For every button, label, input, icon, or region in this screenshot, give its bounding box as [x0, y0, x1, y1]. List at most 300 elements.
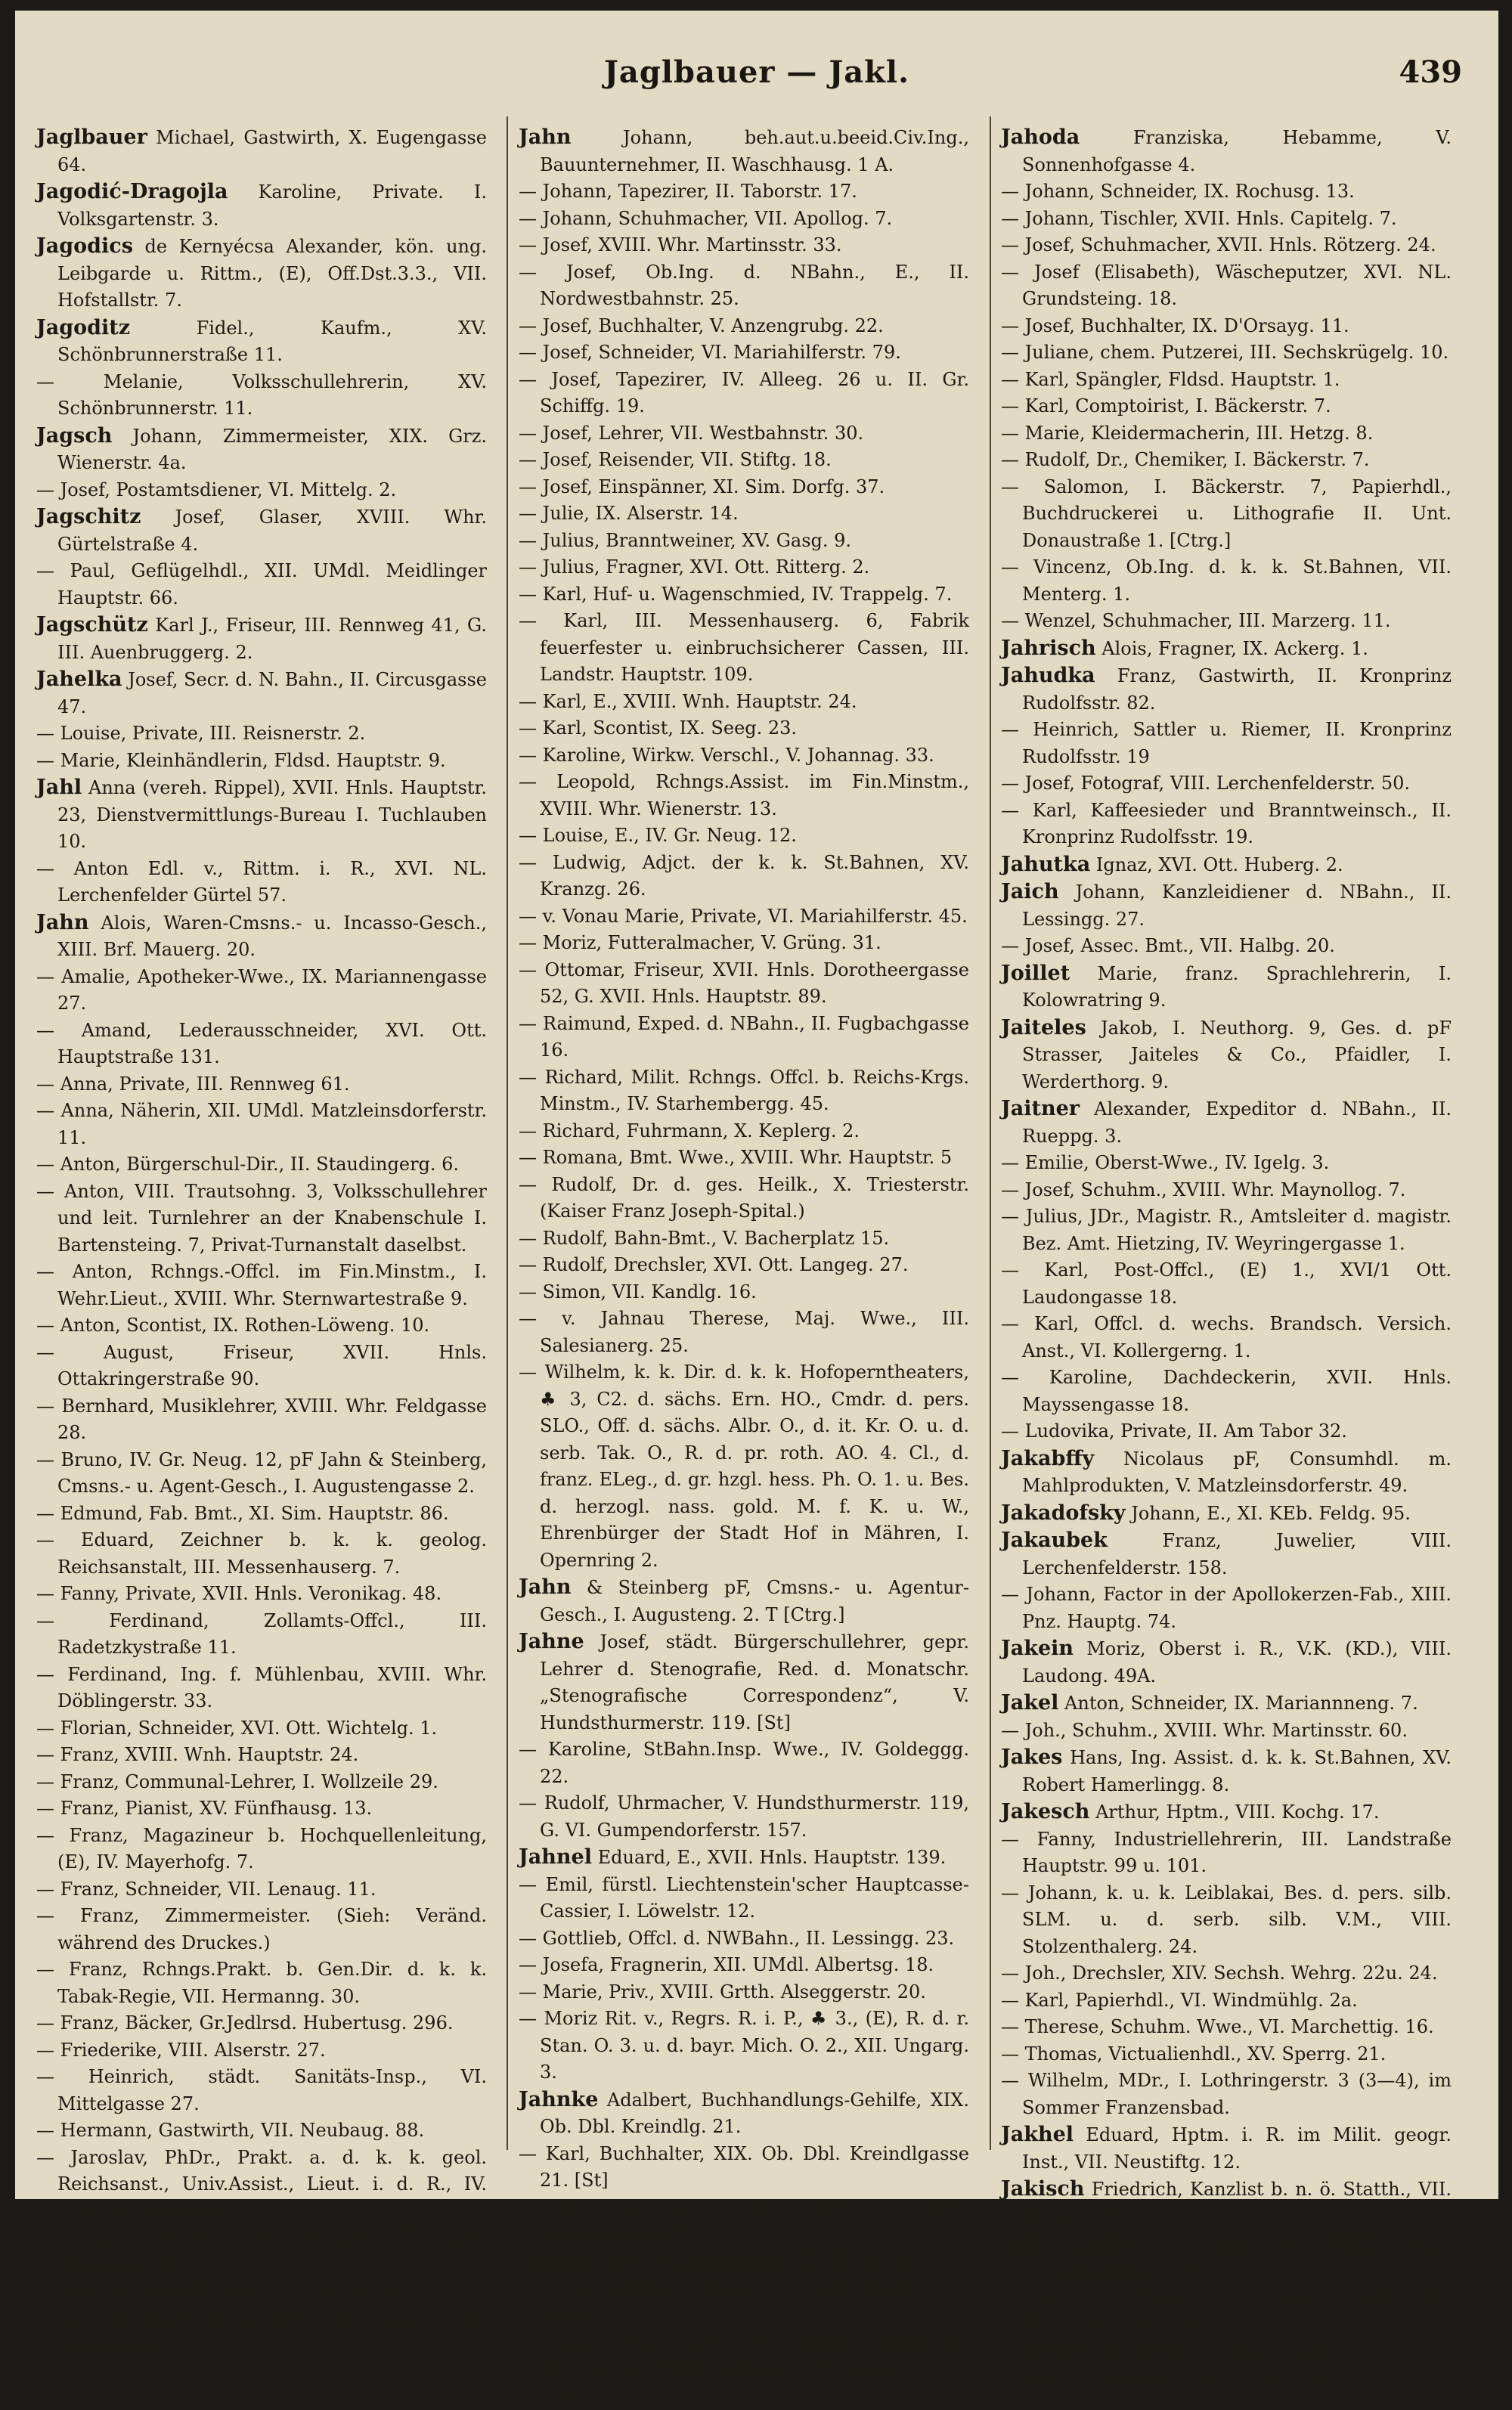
entry-surname: Jakadofsky [1001, 1501, 1126, 1525]
entry-text: Alois, Fragner, IX. Ackerg. 1. [1095, 637, 1368, 659]
directory-entry [1001, 1690, 1452, 1718]
directory-entry [36, 774, 487, 856]
entry-text: — Julius, Fragner, XVI. Ott. Ritterg. 2. [519, 556, 870, 578]
entry-text: — Joh., Drechsler, XIV. Sechsh. Wehrg. 22u. 24. [1001, 1962, 1438, 1984]
directory-entry [1001, 1418, 1452, 1445]
entry-surname: Jahl [36, 776, 82, 799]
directory-entry [36, 1340, 487, 1393]
directory-entry [519, 500, 969, 528]
directory-entry [519, 339, 969, 367]
entry-text: — Josef, Schuhm., XVIII. Whr. Maynollog. 7. [1001, 1179, 1406, 1200]
entry-text: Adalbert, Buchhandlungs-Gehilfe, XIX. Ob. Dbl. Kreindlg. 21. [540, 2089, 969, 2137]
directory-entry [519, 2086, 969, 2141]
entry-text: — Johann, Schneider, IX. Rochusg. 13. [1001, 181, 1355, 202]
directory-entry [36, 233, 487, 314]
directory-entry [519, 1279, 969, 1306]
entry-text: — Karl, III. Messenhauserg. 6, Fabrik feuerfester u. einbruchsicherer Cassen, III. Landstr. Hauptstr. 109. [519, 610, 969, 685]
directory-entry [519, 689, 969, 716]
entry-surname: Jaitner [1001, 1097, 1080, 1120]
entry-text: — Juliane, chem. Putzerei, III. Sechskrügelg. 10. [1001, 342, 1449, 363]
directory-entry [1001, 1798, 1452, 1826]
entry-text: — Karl, Buchhalter, XIX. Ob. Dbl. Kreindlgasse 21. [St] [519, 2142, 969, 2191]
entry-text: — Franz, Bäcker, Gr.Jedlrsd. Hubertusg. 296. [36, 2012, 454, 2034]
directory-entry [519, 581, 969, 609]
entry-surname: Jahnke [519, 2087, 599, 2111]
directory-entry [519, 1844, 969, 1872]
entry-text: — Josef, Tapezirer, IV. Alleeg. 26 u. II. Gr. Schiffg. 19. [519, 368, 969, 417]
directory-entry [36, 1876, 487, 1904]
entry-text: — Therese, Schuhm. Wwe., VI. Marchettig. 16. [1001, 2016, 1434, 2037]
entry-text: — Josef, Buchhalter, V. Anzengrubg. 22. [519, 314, 884, 336]
entry-text: — Ferdinand, Zollamts-Offcl., III. Radetzkystraße 11. [36, 1609, 487, 1658]
directory-entry [36, 314, 487, 369]
running-head: Jaglbauer — Jakl. [603, 54, 910, 90]
directory-entry [519, 2006, 969, 2086]
entry-text: — Johann, Schneider, II. Am Tabor 8. [1001, 2340, 1342, 2362]
entry-text: — Fanny, Industriellehrerin, III. Landstraße Hauptstr. 99 u. 101. [1001, 1828, 1452, 1876]
directory-entry [519, 178, 969, 206]
entry-text: Jakob, I. Neuthorg. 9, Ges. d. pF Strasser, Jaiteles & Co., Pfaidler, I. Werderthorg. 9. [1022, 1017, 1452, 1092]
entry-surname: Jaglbauer [36, 125, 147, 149]
entry-text: — Johann, Bau-R. d. Wiener Stadtbauamtes, IV. Mayerhofg. 7. [36, 2307, 487, 2356]
entry-text: — Karoline, StBahn.Insp. Wwe., IV. Goldeggg. 22. [519, 1739, 969, 1787]
directory-entry [1001, 635, 1452, 663]
directory-entry [36, 124, 487, 178]
directory-entry [519, 554, 969, 581]
directory-entry [36, 1795, 487, 1823]
entry-text: — Paul, Geflügelhdl., XII. UMdl. Meidlinger Hauptstr. 66. [36, 560, 487, 609]
directory-entry [1001, 798, 1452, 851]
directory-entry [1001, 2121, 1452, 2176]
directory-entry [1001, 1826, 1452, 1880]
entry-surname: Jaiteles [1001, 1015, 1086, 1039]
entry-text: — Johann, Tapezirer, II. Taborstr. 17. [519, 181, 857, 202]
directory-entry [36, 477, 487, 504]
directory-entry [36, 909, 487, 964]
entry-text: — Simon, VII. Kandlg. 16. [519, 1281, 757, 1303]
directory-entry [36, 1501, 487, 1528]
entry-surname: Jakabffy [1001, 1446, 1095, 1470]
directory-entry [36, 2037, 487, 2065]
entry-text: Alexander, Expeditor d. NBahn., II. Rueppg. 3. [1022, 1098, 1452, 1147]
entry-text: — Franz, Pianist, XV. Fünfhausg. 13. [36, 1798, 373, 1819]
entry-text: — v. Jahnau Therese, Maj. Wwe., III. Salesianerg. 25. [519, 1308, 969, 1356]
entry-text: Ignaz, XVI. Ott. Huberg. 2. [1090, 853, 1343, 875]
directory-entry [1001, 608, 1452, 635]
directory-entry [1001, 2068, 1452, 2121]
entry-text: Johann, Kanzleidiener d. NBahn., II. Lessingg. 27. [1022, 881, 1452, 930]
entry-text: Alois, Schuhmacher, III. Hörnesg. 3. [597, 2250, 937, 2272]
entry-text: — Edmund, Fab. Bmt., XI. Sim. Hauptstr. 86. [36, 1502, 449, 1524]
directory-entry [519, 1064, 969, 1118]
entry-text: — Constantin, Post-Dir.-Haupt-Cassier, I. Gonzagag. 9. [519, 2278, 969, 2326]
directory-entry [36, 1742, 487, 1769]
directory-entry [1001, 1718, 1452, 1745]
entry-text: — Raimund, Exped. d. NBahn., II. Fugbachgasse 16. [519, 1012, 969, 1061]
entry-text: — Franz, Magazineur b. Hochquellenleitung, (E), IV. Mayerhofg. 7. [36, 1824, 487, 1873]
directory-entry [36, 666, 487, 720]
entry-text: — Marie, Kleinhändlerin, Fldsd. Hauptstr. 9. [36, 749, 446, 771]
directory-entry [36, 1903, 487, 1956]
directory-entry [1001, 1203, 1452, 1257]
entry-text: Eduard, E., XVII. Hnls. Hauptstr. 139. [591, 1847, 947, 1868]
directory-entry [1001, 717, 1452, 770]
directory-entry [519, 1118, 969, 1145]
directory-entry [1001, 1014, 1452, 1096]
entry-text: — Bruno, IV. Gr. Neug. 12, pF Jahn & Steinberg, Cmsns.- u. Agent-Gesch., I. Augustengasse 2. [36, 1448, 487, 1497]
directory-entry [36, 2278, 487, 2306]
directory-entry [36, 2064, 487, 2117]
entry-text: — Heinrich, Sattler u. Riemer, II. Kronprinz Rudolfsstr. 19 [1001, 719, 1452, 767]
directory-entry [36, 423, 487, 477]
entry-surname: Jahrisch [1001, 636, 1096, 660]
directory-entry [1001, 1500, 1452, 1528]
directory-entry [519, 1011, 969, 1064]
directory-entry [519, 1145, 969, 1172]
entry-text: — Friederike, VIII. Alserstr. 27. [36, 2039, 326, 2061]
entry-text: Michael, Gastwirth, X. Eugengasse 64. [57, 127, 487, 175]
entry-text: — August, Friseur, XVII. Hnls. Ottakringerstraße 90. [36, 1341, 487, 1389]
entry-text: Anton, Schneider, IX. Mariannneng. 7. [1058, 1693, 1418, 1714]
directory-entry [1001, 259, 1452, 313]
directory-entry [36, 1179, 487, 1259]
directory-entry [1001, 447, 1452, 474]
directory-entry [36, 1151, 487, 1179]
entry-text: — Anton, Bürgerschul-Dir., II. Staudingerg. 6. [36, 1154, 460, 1175]
directory-entry [1001, 1581, 1452, 1635]
entry-text: Moriz, Oberst i. R., V.K. (KD.), VIII. Laudong. 49A. [1022, 1638, 1452, 1687]
directory-entry [519, 2195, 969, 2248]
entry-text: — Karoline, Dachdeckerin, XVII. Hnls. Mayssengasse 18. [1001, 1367, 1452, 1415]
directory-entry [36, 2010, 487, 2037]
entry-surname: Jakein [1001, 1637, 1074, 1660]
directory-entry [1001, 2338, 1452, 2365]
directory-entry [1001, 960, 1452, 1014]
entry-text: Franz, Juwelier, VIII. Lerchenfelderstr. 158. [1022, 1530, 1452, 1578]
entry-text: Karl J., Friseur, III. Rennweg 41, G. III. Auenbruggerg. 2. [57, 615, 487, 663]
entry-text: — Franz, Rchngs.Prakt. b. Gen.Dir. d. k. k. Tabak-Regie, VII. Hermanng. 30. [36, 1959, 487, 2007]
directory-entry [519, 850, 969, 903]
directory-entry [1001, 420, 1452, 448]
entry-text: — Josef, Fotograf, VIII. Lerchenfelderstr. 50. [1001, 773, 1411, 794]
directory-entry [519, 742, 969, 770]
directory-entry [1001, 878, 1452, 933]
directory-entry [1001, 1365, 1452, 1418]
entry-text: — Vincenz, Ob.Ing. d. k. k. St.Bahnen, VII. Menterg. 1. [1001, 556, 1452, 605]
entry-text: — Rudolf, Drechsler, XVI. Ott. Langeg. 27. [519, 1254, 909, 1275]
entry-text: — Josefa, Fragnerin, XII. UMdl. Albertsg. 18. [519, 1954, 934, 1975]
entry-text: — Karoline, Wirkw. Verschl., V. Johannag. 33. [519, 744, 934, 766]
entry-surname: Jahelka [36, 668, 122, 691]
page-number: 439 [1399, 54, 1462, 90]
entry-surname: Jaich [1001, 880, 1059, 903]
entry-surname: Jagsch [36, 423, 113, 448]
entry-text: Johann, beh.aut.u.beeid.Civ.Ing., Bauunternehmer, II. Waschhausg. 1 A. [540, 127, 969, 175]
directory-entry [36, 2145, 487, 2226]
entry-text: — Johann, Factor in der Apollokerzen-Fab., XIII. Pnz. Hauptg. 74. [1001, 1584, 1452, 1632]
entry-text: Nicolaus pF, Consumhdl. m. Mahlprodukten, V. Matzleinsdorferstr. 49. [1022, 1448, 1452, 1496]
entry-surname: Jahnel [519, 1845, 592, 1869]
entry-text: — Karl, Kaffeesieder und Branntweinsch., II. Kronprinz Rudolfsstr. 19. [1001, 799, 1452, 847]
directory-entry [1001, 206, 1452, 233]
entry-text: — Julius, Branntweiner, XV. Gasg. 9. [519, 529, 852, 551]
entry-text: — Josef, Reisender, VII. Stiftg. 18. [519, 449, 832, 470]
entry-text: de Kernyécsa Alexander, kön. ung. Leibgarde u. Rittm., (E), Off.Dst.3.3., VII. Hofstallstr. 7. [57, 236, 487, 311]
entry-surname: Jagschitz [36, 505, 141, 528]
entry-text: — Karl, Offcl. d. wechs. Brandsch. Versich. Anst., VI. Kollergerng. 1. [1001, 1313, 1452, 1361]
directory-entry [1001, 1311, 1452, 1365]
directory-entry [519, 769, 969, 822]
directory-entry [519, 957, 969, 1011]
directory-entry [1001, 1744, 1452, 1798]
entry-text: — Karl, Comptoirist, I. Bäckerstr. 7. [1001, 395, 1331, 417]
entry-surname: Jagschütz [36, 613, 148, 637]
directory-entry [36, 856, 487, 909]
directory-entry [1001, 554, 1452, 608]
directory-entry [1001, 339, 1452, 367]
entry-text: Karoline, Private. I. Volksgartenstr. 3. [57, 181, 487, 230]
entry-surname: Jahutka [1001, 852, 1091, 876]
column-2 [519, 124, 969, 2406]
directory-entry [1001, 313, 1452, 340]
entry-text: — Josef, Einspänner, XI. Sim. Dorfg. 37. [519, 475, 885, 497]
entry-text: — Anna, Private, III. Rennweg 61. [36, 1073, 350, 1095]
entry-text: Josef, Glaser, XVIII. Whr. Gürtelstraße 4. [57, 506, 487, 555]
entry-text: — Anton, Rchngs.-Offcl. im Fin.Minstm., I. Wehr.Lieut., XVIII. Whr. Sternwartestraße 9. [36, 1261, 487, 1309]
directory-entry [36, 2225, 487, 2278]
directory-entry [519, 474, 969, 501]
directory-entry [36, 1312, 487, 1340]
directory-entry [1001, 232, 1452, 259]
entry-surname: Jakhel [1001, 2123, 1074, 2146]
entry-text: — Karl, Spängler, Fldsd. Hauptstr. 1. [1001, 368, 1340, 390]
entry-text: — Karl, Papierhdl., VI. Windmühlg. 2a. [1001, 1989, 1358, 2011]
entry-text: — Josef, Schneider, VI. Mariahilferstr. 79. [519, 342, 901, 363]
directory-entry [36, 1823, 487, 1876]
directory-entry [1001, 1177, 1452, 1204]
entry-text: — Karl, Huf- u. Wagenschmied, IV. Trappelg. 7. [519, 583, 953, 605]
directory-entry [1001, 1635, 1452, 1690]
entry-surname: Jakel [1001, 1691, 1059, 1715]
directory-entry [36, 503, 487, 558]
entry-text: — Julie, IX. Alserstr. 14. [519, 503, 739, 524]
entry-text: — Josef, Schneider, I. Bräunerstr. 10. [1001, 2367, 1342, 2389]
entry-text: — Emil, MDr., Vorst. d. chirurg. Abth. im Mariahilfer Ambulatorium, I. Bäckerstr. 17 (3—4). T [519, 2331, 969, 2406]
directory-entry [1001, 662, 1452, 717]
directory-entry [519, 715, 969, 742]
entry-surname: Jahoda [519, 2249, 598, 2273]
entry-text: — Hermann, Gastwirth, VII. Neubaug. 88. [36, 2120, 425, 2141]
entry-text: — Amalie, Apotheker-Wwe., IX. Mariannengasse 27. [36, 965, 487, 1014]
entry-text: — Anton, Scontist, IX. Rothen-Löweng. 10. [36, 1315, 430, 1336]
entry-text: — Rudolf, Dr., Chemiker, I. Bäckerstr. 7. [1001, 449, 1370, 470]
directory-entry [1001, 1880, 1452, 1961]
entry-text: — Johann, k. u. k. Leiblakai, Bes. d. pers. silb. SLM. u. d. serb. silb. V.M., VIII. Stolzenthalerg. 24. [1001, 1882, 1452, 1957]
directory-entry [519, 1252, 969, 1279]
entry-text: — Josef (Elisabeth), Wäscheputzer, XVI. NL. Grundsteing. 18. [1001, 261, 1452, 309]
directory-columns [36, 124, 1480, 2406]
directory-entry [36, 1018, 487, 1071]
directory-entry [519, 1574, 969, 1628]
entry-text: — Franz, Zimmermeister. (Sieh: Veränd. während des Druckes.) [36, 1905, 487, 1953]
directory-entry [1001, 2041, 1452, 2068]
directory-entry [1001, 2230, 1452, 2285]
entry-text: — Richard, Milit. Rchngs. Offcl. b. Reichs-Krgs. Minstm., IV. Starhembergg. 45. [519, 1066, 969, 1114]
entry-text: — Florian, Schneider, XVI. Ott. Wichtelg. 1. [36, 1717, 438, 1739]
entry-text: — Anton, VIII. Trautsohng. 3, Volksschullehrer und leit. Turnlehrer an der Knabenschule I. Bartensteing. 7, Privat-Turnanstalt daselbst. [36, 1180, 487, 1256]
entry-text: — Josef, Ob.Ing. d. NBahn., E., II. Nordwestbahnstr. 25. [519, 261, 969, 309]
entry-text: — v. Vonau Marie, Private, VI. Mariahilferstr. 45. [519, 905, 968, 927]
entry-text: Franz, Gastwirth, II. Kronprinz Rudolfsstr. 82. [1022, 665, 1452, 714]
entry-text: — Moriz Rit. v., Regrs. R. i. P., ♣ 3., (E), R. d. r. Stan. O. 3. u. d. bayr. Mich. O. 2., XII. Ungarg. 3. [519, 2008, 969, 2083]
directory-entry [1001, 2285, 1452, 2338]
entry-text: — Johann, Schuhmacher, VII. Apollog. 7. [519, 207, 893, 229]
entry-text: Hans, Ing. Assist. d. k. k. St.Bahnen, XV. Robert Hamerlingg. 8. [1022, 1747, 1452, 1795]
entry-surname: Jakesch [1001, 1800, 1090, 1823]
entry-surname: Jagodics [36, 234, 133, 258]
entry-text: Johann, E., XI. KEb. Feldg. 95. [1125, 1502, 1411, 1524]
directory-entry [519, 313, 969, 340]
entry-text: — Romana, Bmt. Wwe., XVIII. Whr. Hauptstr. 5 [519, 1147, 953, 1168]
entry-text: — Johann, Tischler, XVII. Hnls. Capitelg. 7. [1001, 207, 1397, 229]
entry-text: — Franz, XVIII. Wnh. Hauptstr. 24. [36, 1744, 359, 1765]
entry-text: — Richard, Fuhrmann, X. Keplerg. 2. [519, 1120, 860, 1141]
directory-entry [1001, 770, 1452, 798]
directory-entry [519, 1225, 969, 1253]
directory-entry [1001, 1987, 1452, 2015]
entry-text: — Ferdinand, Ing. f. Mühlenbau, XVIII. Whr. Döblingerstr. 33. [36, 1663, 487, 1711]
directory-entry [519, 1925, 969, 1953]
entry-text: Fidel., Kaufm., XV. Schönbrunnerstraße 11. [57, 317, 487, 365]
directory-entry [36, 1447, 487, 1501]
entry-surname: Jahn [36, 910, 89, 934]
entry-text: — Gottlieb, Offcl. d. NWBahn., II. Lessingg. 23. [519, 1927, 955, 1949]
directory-entry [36, 2306, 487, 2359]
directory-entry [36, 558, 487, 612]
entry-text: — Ludovika, Private, II. Am Tabor 32. [1001, 1420, 1347, 1442]
entry-text: — Anton Edl. v., Rittm. i. R., XVI. NL. Lerchenfelder Gürtel 57. [36, 857, 487, 906]
column-3 [1001, 124, 1452, 2389]
entry-text: — Josef, Lehrer, VII. Westbahnstr. 30. [519, 422, 864, 444]
directory-entry [36, 1608, 487, 1662]
directory-entry [36, 1956, 487, 2010]
entry-text: Alois, Waren-Cmsns.- u. Incasso-Gesch., XIII. Brf. Mauerg. 20. [57, 912, 487, 960]
directory-entry [519, 1628, 969, 1736]
directory-entry [36, 964, 487, 1018]
entry-text: — Karl, Post-Offcl., (E) 1., XVI/1 Ott. Laudongasse 18. [1001, 1259, 1452, 1308]
directory-entry [36, 1769, 487, 1796]
entry-text: — Johann, Drechsler, pF Joh. Jahn, XII. Gdz. Plankeng. 45. [36, 2227, 487, 2275]
entry-surname: Jakl [1001, 2232, 1046, 2255]
directory-page [15, 11, 1498, 2406]
entry-text: — Richard, Assec. Bmt., XIX. Ob. Dbl. Kreindlgasse 21. [519, 2196, 969, 2244]
entry-text: Marie, franz. Sprachlehrerin, I. Kolowratring 9. [1022, 962, 1452, 1011]
column-1 [36, 124, 487, 2356]
directory-entry [519, 1172, 969, 1225]
entry-text: — Wilhelm, MDr., I. Lothringerstr. 3 (3—4), im Sommer Franzensbad. [1001, 2070, 1452, 2118]
entry-text: — Leopold, Rchngs.Assist. im Fin.Minstm., XVIII. Whr. Wienerstr. 13. [519, 771, 969, 819]
directory-entry [1001, 933, 1452, 960]
entry-text: — Bernhard, Musiklehrer, XVIII. Whr. Feldgasse 28. [36, 1395, 487, 1443]
directory-entry [519, 367, 969, 420]
directory-entry [36, 2117, 487, 2145]
entry-text: — Rudolf, Dr. d. ges. Heilk., X. Triesterstr. (Kaiser Franz Joseph-Spital.) [519, 1173, 969, 1222]
entry-surname: Joillet [1001, 961, 1070, 985]
entry-text: — Thomas, Victualienhdl., XV. Sperrg. 21. [1001, 2043, 1387, 2065]
directory-entry [519, 124, 969, 178]
entry-text: — Louise, E., IV. Gr. Neug. 12. [519, 825, 797, 846]
directory-entry [36, 748, 487, 775]
entry-text: — Ignaz, Geflügel- und Victualienhdl., XV. Mariahilf-Gürtel 29. [1001, 2287, 1452, 2335]
directory-entry [519, 528, 969, 555]
directory-entry [1001, 124, 1452, 178]
entry-text: — Marie, Priv., XVIII. Grtth. Alseggerstr. 20. [519, 1981, 926, 2003]
entry-text: — Wenzel, Schuhmacher, III. Marzerg. 11. [1001, 610, 1391, 631]
entry-text: — Emil, fürstl. Liechtenstein'scher Hauptcasse-Cassier, I. Löwelstr. 12. [519, 1873, 969, 1922]
directory-entry [519, 259, 969, 313]
directory-entry [1001, 1257, 1452, 1311]
entry-text: Franziska, Hebamme, V. Sonnenhofgasse 4. [1022, 127, 1452, 175]
directory-entry [1001, 1445, 1452, 1500]
directory-entry [36, 1527, 487, 1581]
directory-entry [36, 1393, 487, 1447]
entry-text: Josef, Secr. d. N. Bahn., II. Circusgasse 47. [57, 669, 487, 717]
directory-entry [1001, 2365, 1452, 2393]
entry-text: — Ludwig, Adjct. der k. k. St.Bahnen, XV. Kranzg. 26. [519, 851, 969, 900]
directory-entry [36, 1098, 487, 1151]
directory-entry [1001, 1527, 1452, 1581]
entry-text: — Eduard, Zeichner b. k. k. geolog. Reichsanstalt, III. Messenhauserg. 7. [36, 1529, 487, 1578]
directory-entry [519, 822, 969, 850]
directory-entry [1001, 367, 1452, 394]
entry-surname: Jakisch [1001, 2177, 1085, 2201]
page-header [15, 54, 1498, 107]
entry-text: — Karl, E., XVIII. Wnh. Hauptstr. 24. [519, 690, 857, 712]
entry-surname: Jahne [519, 1630, 584, 1653]
entry-text: — Emilie, Oberst-Wwe., IV. Igelg. 3. [1001, 1152, 1330, 1173]
entry-surname: Jahn [519, 125, 572, 149]
directory-entry [36, 369, 487, 423]
directory-entry [519, 903, 969, 931]
directory-entry [519, 232, 969, 259]
entry-text: — Josef, XVIII. Whr. Martinsstr. 33. [519, 234, 842, 256]
entry-text: — Wilhelm, k. k. Dir. d. k. k. Hofoperntheaters, ♣ 3, C2. d. sächs. Ern. HO., Cmdr. d. pers. SLO., Off. d. sächs. Albr. O., d. it. Kr. O. u. d. serb. Tak. O., R. d. pr. roth. AO. 4. Cl., d. franz. ELeg., d. gr. hzgl. hess. Ph. O. 1. u. Bes. d. herzogl. nass. gold. M. f. K. u. W., Ehrenbürger der Stadt Hof in Mähren, I. Opernring 2. [519, 1361, 969, 1571]
directory-entry [1001, 474, 1452, 555]
entry-text: Friedrich, Kanzlist b. n. ö. Statth., VII. Breiteg. 27. [1022, 2179, 1452, 2227]
directory-entry [519, 1979, 969, 2006]
entry-text: — Rudolf, Bahn-Bmt., V. Bacherplatz 15. [519, 1227, 890, 1249]
entry-text: — Franz, Communal-Lehrer, I. Wollzeile 29. [36, 1770, 438, 1792]
directory-entry [36, 612, 487, 666]
entry-text: Adalbert, Schuhmacher, XVIII. Wnh. Türkenschanzstr. 7. [1022, 2233, 1452, 2281]
directory-entry [36, 720, 487, 748]
directory-entry [519, 2275, 969, 2329]
directory-entry [519, 420, 969, 448]
entry-text: & Steinberg pF, Cmsns.- u. Agentur-Gesch., I. Augusteng. 2. T [Ctrg.] [540, 1577, 969, 1625]
entry-text: Josef, städt. Bürgerschullehrer, gepr. Lehrer d. Stenografie, Red. d. Monatschr. „Stenografische Correspondenz“, V. Hundsthurmerstr. 119. [St] [540, 1631, 969, 1733]
directory-entry [519, 2248, 969, 2276]
entry-text: — Josef, Schuhmacher, XVII. Hnls. Rötzerg. 24. [1001, 234, 1436, 256]
entry-text: — Josef, Postamtsdiener, VI. Mittelg. 2. [36, 479, 397, 500]
entry-text: — Josef, Buchhalter, IX. D'Orsayg. 11. [1001, 314, 1349, 336]
directory-entry [519, 2141, 969, 2195]
entry-text: — Ottomar, Friseur, XVII. Hnls. Dorotheergasse 52, G. XVII. Hnls. Hauptstr. 89. [519, 959, 969, 1007]
entry-text: — Jaroslav, PhDr., Prakt. a. d. k. k. geol. Reichsanst., Univ.Assist., Lieut. i. d. R., IV. Wiedner Hauptstr. 2. [36, 2146, 487, 2222]
entry-surname: Jahoda [1001, 125, 1080, 149]
directory-entry [1001, 1095, 1452, 1150]
entry-text: — Josef, Assec. Bmt., VII. Halbg. 20. [1001, 935, 1335, 956]
entry-surname: Jagodić-Dragojla [36, 180, 228, 203]
